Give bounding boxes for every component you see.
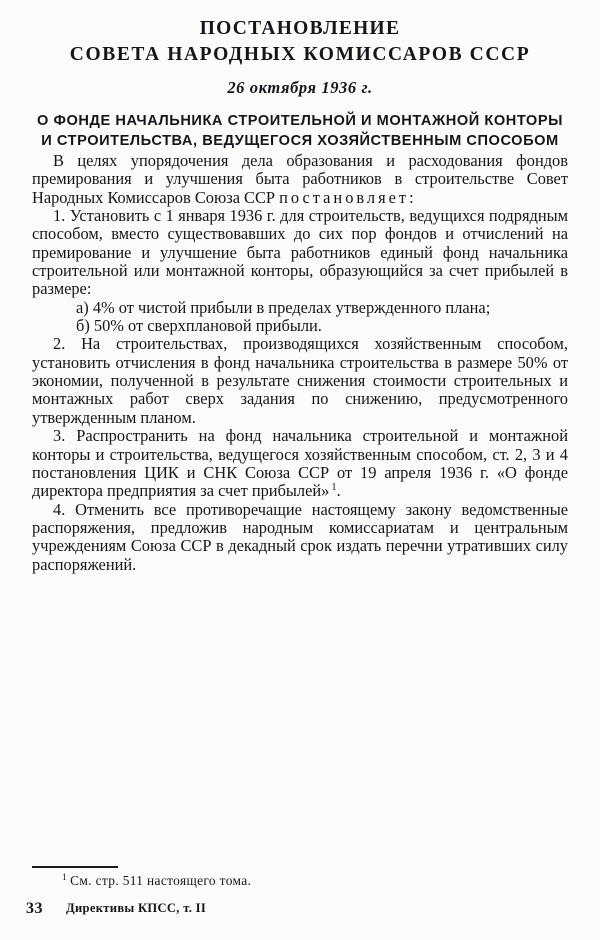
paragraph-item-1b: б) 50% от сверхплановой прибыли. [76, 316, 322, 336]
document-masthead [0, 0, 600, 151]
item-3-text: 3. Распространить на фонд начальника строительной и монтажной конторы и строительства, ведущегося хозяйственным способом, ст. 2, 3 и 4 постановления ЦИК и СНК Союза ССР от 19 апреля 1936 г. «О фонде директора предприятия за счет прибылей» [32, 426, 568, 501]
document-date: 26 октября 1936 г. [227, 78, 373, 97]
preamble-text: В целях упорядочения дела образования и расходования фондов премирования и улучшения быта работников в строительстве Совет Народных Комиссаров Союза ССР [32, 151, 568, 207]
document-subject-heading [22, 112, 578, 151]
preamble-emphasis: постановляет: [279, 187, 417, 207]
document-subject-line-1: О ФОНДЕ НАЧАЛЬНИКА СТРОИТЕЛЬНОЙ И МОНТАЖНОЙ КОНТОРЫ [37, 113, 563, 129]
document-title-line-1: ПОСТАНОВЛЕНИЕ [199, 18, 401, 39]
document-title-line-2: СОВЕТА НАРОДНЫХ КОМИССАРОВ СССР [69, 44, 531, 65]
document-subject-line-2: И СТРОИТЕЛЬСТВА, ВЕДУЩЕГОСЯ ХОЗЯЙСТВЕННЫМ СПОСОБОМ [41, 132, 559, 149]
paragraph-item-2: 2. На строительствах, производящихся хозяйственным способом, установить отчисления в фонд начальника строительства в размере 50% от экономии, полученной в результате снижения стоимости строительных и монтажных работ сверх задания по снижению, предусмотренного утвержденным планом. [32, 334, 568, 427]
footnote-separator-rule [32, 866, 118, 868]
footnote [62, 873, 251, 889]
paragraph-preamble [32, 152, 568, 207]
paragraph-item-4: 4. Отменить все противоречащие настоящему закону ведомственные распоряжения, предложив народным комиссариатам и центральным учреждениям Союза ССР в декадный срок издать перечни утративших силу распоряжений. [32, 499, 568, 574]
footnote-marker: 1 [62, 872, 68, 883]
footnote-reference-marker: 1 [331, 481, 337, 493]
paragraph-item-3 [32, 427, 568, 500]
document-body [32, 152, 568, 574]
document-title [0, 17, 600, 67]
running-footer-title: Директивы КПСС, т. II [66, 901, 207, 915]
item-3-text-tail: . [336, 481, 341, 501]
page-number: 33 [26, 900, 43, 917]
footnote-text: См. стр. 511 настоящего тома. [70, 873, 252, 888]
paragraph-item-1: 1. Установить с 1 января 1936 г. для строительств, ведущихся подрядным способом, вместо существовавших до сих пор фондов и отчислений на премирование и улучшение быта работников единый фонд начальника строительной или монтажной конторы, образующийся за счет прибылей в размере: [32, 206, 568, 299]
paragraph-item-1a: а) 4% от чистой прибыли в пределах утвержденного плана; [76, 297, 491, 317]
